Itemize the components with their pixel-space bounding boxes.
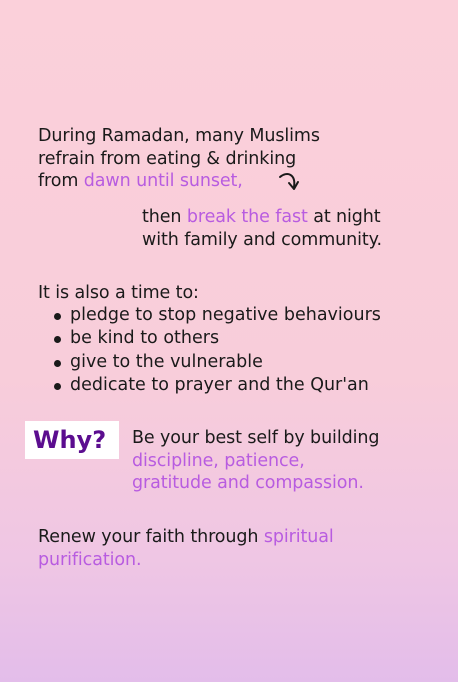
break-fast-suffix: at night bbox=[307, 207, 381, 227]
closing-paragraph bbox=[38, 526, 334, 571]
curved-arrow-icon bbox=[278, 170, 302, 196]
break-fast-paragraph bbox=[142, 206, 382, 251]
break-the-fast-highlight: break the fast bbox=[186, 207, 308, 227]
why-line-2: discipline, patience, bbox=[132, 450, 305, 471]
purification-highlight: purification. bbox=[38, 549, 142, 570]
closing-prefix: Renew your faith through bbox=[38, 527, 264, 547]
break-fast-line-1 bbox=[142, 206, 382, 229]
spiritual-highlight: spiritual bbox=[263, 527, 334, 547]
intro-line-1: During Ramadan, many Muslims bbox=[38, 126, 320, 146]
why-label: Why? bbox=[33, 426, 107, 454]
list-item: be kind to others bbox=[54, 327, 381, 350]
intro-line-2: refrain from eating & drinking bbox=[38, 148, 297, 169]
time-to-heading: It is also a time to: bbox=[38, 283, 199, 303]
why-line-1: Be your best self by building bbox=[132, 428, 380, 448]
why-line-3: gratitude and compassion. bbox=[132, 473, 364, 493]
break-fast-prefix: then bbox=[142, 207, 187, 227]
dawn-until-sunset-highlight: dawn until sunset, bbox=[83, 171, 243, 191]
closing-line-1 bbox=[38, 526, 334, 549]
list-item: give to the vulnerable bbox=[54, 351, 381, 374]
list-item: dedicate to prayer and the Qur'an bbox=[54, 374, 381, 397]
list-item: pledge to stop negative behaviours bbox=[54, 304, 381, 327]
why-paragraph bbox=[132, 427, 379, 495]
break-fast-line-2: with family and community. bbox=[142, 229, 382, 250]
intro-line-3-prefix: from bbox=[38, 171, 84, 191]
time-to-list bbox=[54, 304, 381, 397]
